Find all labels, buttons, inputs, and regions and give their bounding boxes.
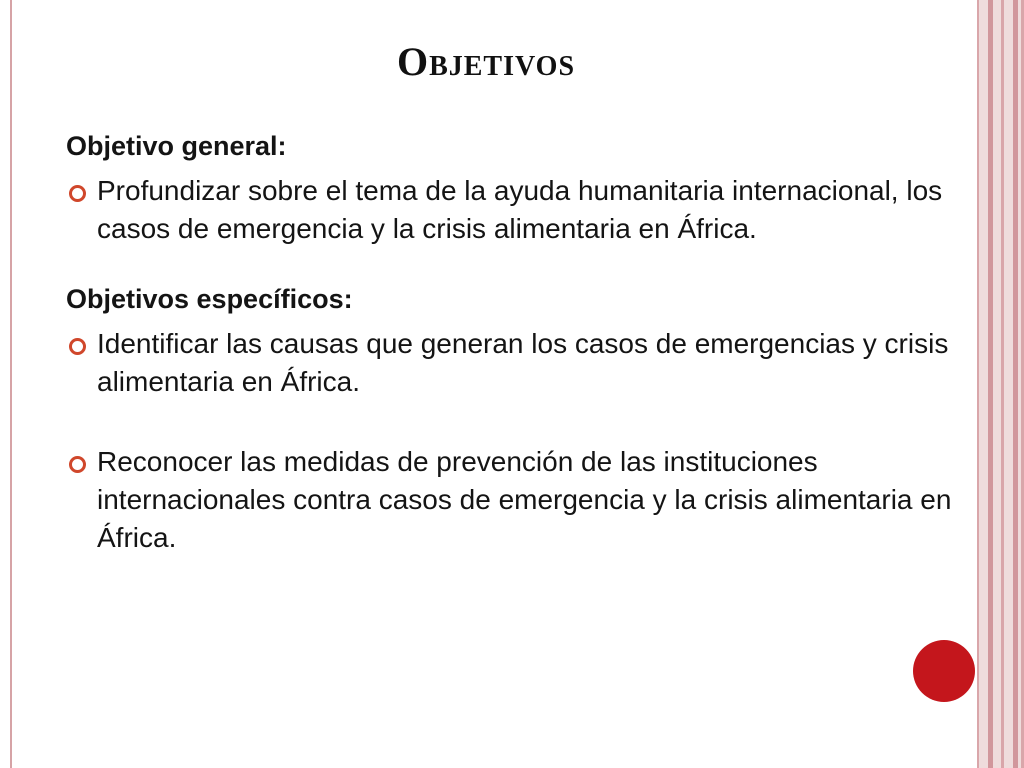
specific-objective-text: Identificar las causas que generan los casos de emergencias y crisis alimentaria en África. <box>97 328 949 397</box>
bullet-icon <box>69 456 86 473</box>
general-objective-text: Profundizar sobre el tema de la ayuda humanitaria internacional, los casos de emergencia y la crisis alimentaria en África. <box>97 175 943 244</box>
specific-objective-item <box>66 325 971 401</box>
left-border-line <box>10 0 12 768</box>
general-objective-heading: Objetivo general: <box>66 131 287 161</box>
bullet-icon <box>69 185 86 202</box>
general-objective-item <box>66 172 971 248</box>
red-circle-icon <box>913 640 975 702</box>
specific-objective-text: Reconocer las medidas de prevención de las instituciones internacionales contra casos de emergencia y la crisis alimentaria en África. <box>97 446 952 553</box>
specific-objectives-heading: Objetivos específicos: <box>66 284 353 314</box>
right-stripe-3 <box>1001 0 1004 768</box>
right-stripe-2 <box>988 0 993 768</box>
slide-title: Objetivos <box>396 39 576 84</box>
slide-content <box>66 127 971 557</box>
specific-objective-item <box>66 443 971 557</box>
right-stripe-1 <box>977 0 979 768</box>
right-stripe-4 <box>1013 0 1018 768</box>
bullet-icon <box>69 338 86 355</box>
